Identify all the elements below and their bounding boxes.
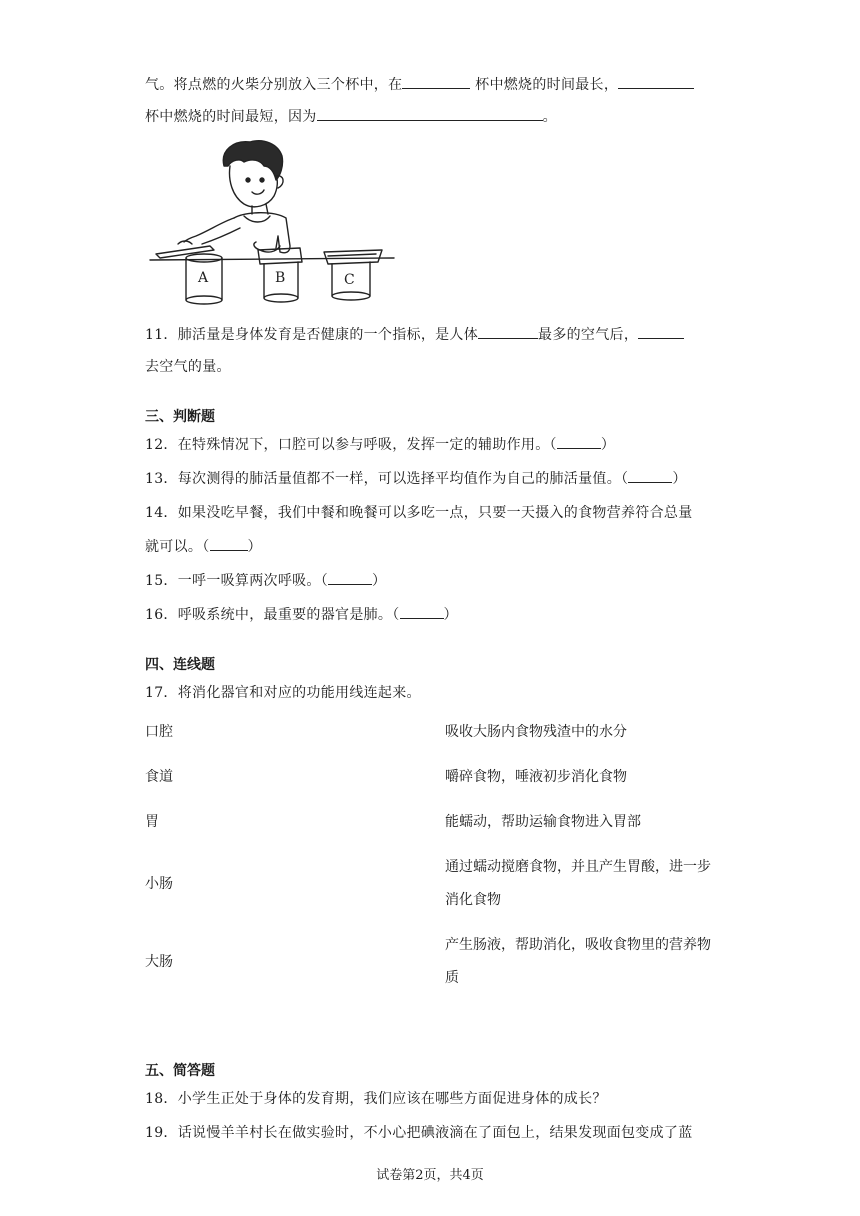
boy-hair — [223, 141, 282, 180]
cup-label-a: A — [198, 270, 209, 286]
q10-line-1 — [145, 74, 694, 94]
q10-text-1: 气。将点燃的火柴分别放入三个杯中，在 — [145, 77, 403, 93]
answer-blank — [210, 536, 248, 551]
q11-text-1: 11．肺活量是身体发育是否健康的一个指标，是人体 — [145, 327, 479, 343]
q16 — [145, 604, 458, 624]
q17: 17．将消化器官和对应的功能用线连起来。 — [145, 685, 421, 701]
q10-text-3: 杯中燃烧的时间最短，因为 — [145, 109, 317, 125]
q12 — [145, 434, 615, 454]
function-4-line-2: 消化食物 — [445, 892, 501, 908]
q14-line-1: 14．如果没吃早餐，我们中餐和晚餐可以多吃一点，只要一天摄入的食物营养符合总量 — [145, 505, 693, 521]
boy-with-cups-illustration — [148, 136, 398, 308]
section-title-matching: 四、连线题 — [145, 657, 215, 673]
section-title-short-answer: 五、简答题 — [145, 1063, 215, 1079]
organ-stomach: 胃 — [145, 814, 159, 830]
answer-blank — [328, 570, 372, 585]
answer-blank — [317, 106, 543, 121]
answer-blank — [402, 74, 470, 89]
q14-close: ） — [247, 539, 262, 555]
function-5-line-1: 产生肠液，帮助消化，吸收食物里的营养物 — [445, 937, 711, 953]
organ-mouth: 口腔 — [145, 724, 173, 740]
organ-esophagus: 食道 — [145, 769, 173, 785]
cup-c-lid — [324, 250, 382, 264]
q10-text-2: 杯中燃烧的时间最长， — [470, 77, 619, 93]
q16-text: 16．呼吸系统中，最重要的器官是肺。（ — [145, 607, 400, 623]
q15-text: 15．一呼一吸算两次呼吸。（ — [145, 573, 329, 589]
q13 — [145, 468, 687, 488]
function-5-line-2: 质 — [445, 970, 459, 986]
organ-large-intestine: 大肠 — [145, 954, 173, 970]
q13-close: ） — [672, 471, 687, 487]
function-2: 嚼碎食物，唾液初步消化食物 — [445, 769, 627, 785]
q12-close: ） — [600, 437, 616, 453]
section-title-judgement: 三、判断题 — [145, 409, 215, 425]
page-footer: 试卷第2页，共4页 — [376, 1168, 484, 1183]
q11-line-1 — [145, 324, 684, 344]
function-3: 能蠕动，帮助运输食物进入胃部 — [445, 814, 641, 830]
function-1: 吸收大肠内食物残渣中的水分 — [445, 724, 627, 740]
answer-blank — [628, 468, 672, 483]
q10-text-4: 。 — [542, 109, 557, 125]
function-4-line-1: 通过蠕动搅磨食物，并且产生胃酸，进一步 — [445, 859, 711, 875]
q19: 19．话说慢羊羊村长在做实验时，不小心把碘液滴在了面包上，结果发现面包变成了蓝 — [145, 1125, 693, 1141]
q10-line-2 — [145, 106, 557, 126]
q15-close: ） — [372, 573, 387, 589]
q15 — [145, 570, 386, 590]
answer-blank — [400, 604, 444, 619]
q12-text: 12．在特殊情况下，口腔可以参与呼吸，发挥一定的辅助作用。（ — [145, 437, 557, 453]
cup-a-lid — [156, 246, 214, 258]
q13-text: 13．每次测得的肺活量值都不一样，可以选择平均值作为自己的肺活量值。（ — [145, 471, 629, 487]
q18: 18．小学生正处于身体的发育期，我们应该在哪些方面促进身体的成长？ — [145, 1091, 607, 1107]
q11-text-2: 最多的空气后， — [538, 327, 639, 343]
boy-shirt — [234, 213, 290, 253]
boy-face — [230, 166, 278, 207]
answer-blank — [638, 324, 684, 339]
answer-blank — [478, 324, 538, 339]
q14-text: 就可以。（ — [145, 539, 210, 555]
cup-label-c: C — [344, 272, 355, 288]
q16-close: ） — [443, 607, 458, 623]
organ-small-intestine: 小肠 — [145, 876, 173, 892]
answer-blank — [557, 434, 601, 449]
answer-blank — [618, 74, 694, 89]
cup-label-b: B — [275, 270, 286, 286]
q11-line-2: 去空气的量。 — [145, 359, 231, 375]
q14-line-2 — [145, 536, 262, 556]
